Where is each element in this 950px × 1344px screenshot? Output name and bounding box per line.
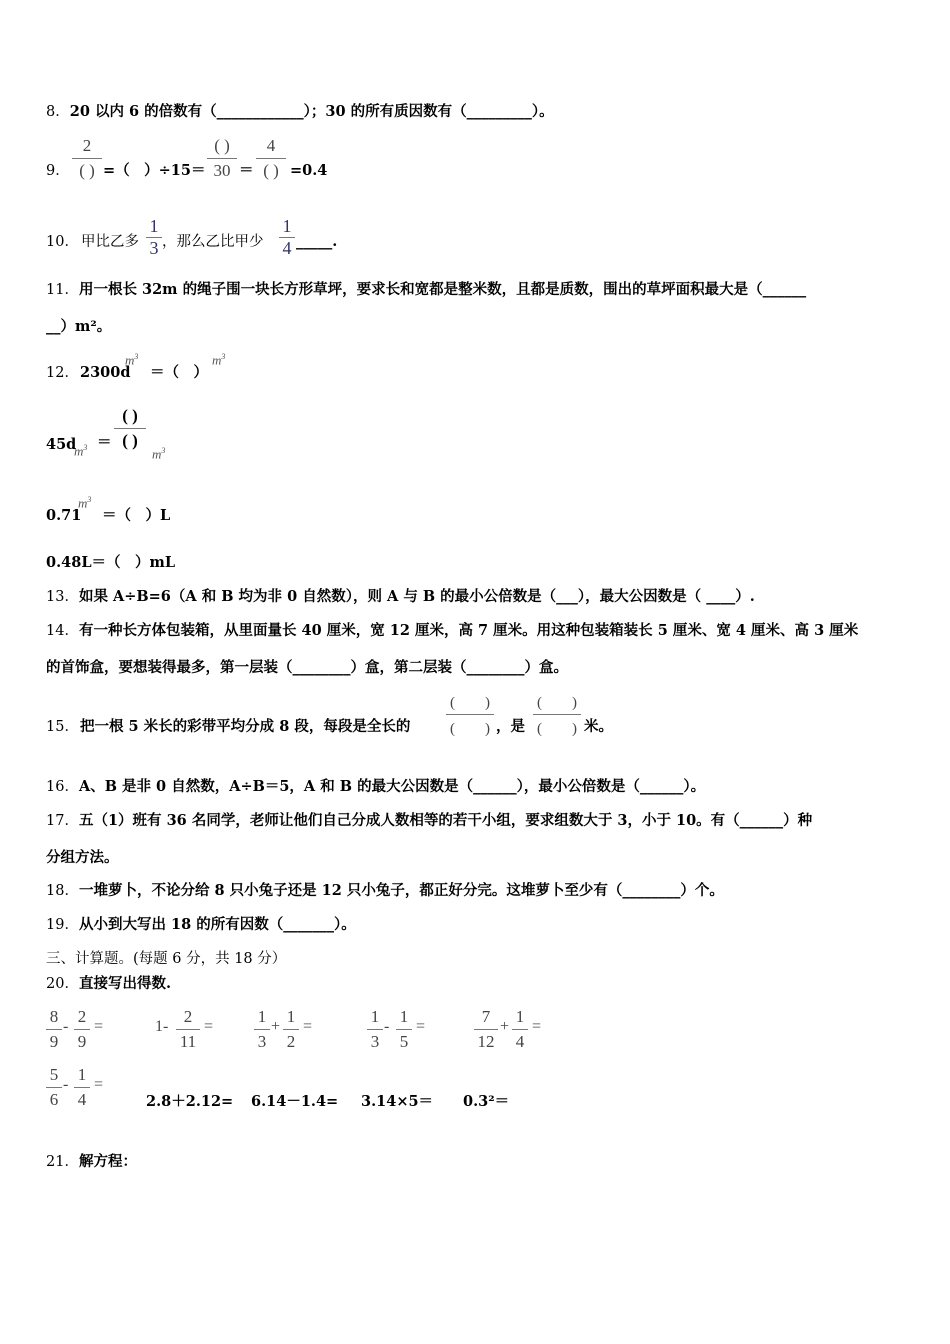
fraction: $\frac{1}{3}$	[367, 1007, 383, 1052]
fraction: $\frac{1}{5}$	[396, 1007, 412, 1052]
operator: -	[63, 1018, 69, 1035]
question-18	[46, 881, 724, 901]
question-number: 21．	[46, 1154, 79, 1170]
question-8	[46, 102, 554, 122]
operator: -	[63, 1076, 69, 1093]
fraction: $\frac{1}{4}$	[279, 216, 295, 259]
question-number: 9．	[46, 163, 70, 179]
question-number: 20．	[46, 976, 79, 992]
equals: =	[416, 1018, 426, 1035]
equals: ＝	[239, 162, 254, 179]
question-text: 五（1）班有 36 名同学，老师让他们自己分成人数相等的若干小组，要求组数大于 3，小于 10。有（______）种	[78, 812, 813, 829]
equals: =	[303, 1018, 313, 1035]
question-number: 8．	[46, 104, 70, 120]
question-text: 分组方法。	[46, 849, 119, 866]
question-number: 18．	[46, 883, 79, 899]
operator: +	[500, 1018, 510, 1035]
question-number: 15．	[46, 719, 79, 735]
calc-item: 0.3²＝	[463, 1093, 510, 1110]
fraction: $\frac{7}{12}$	[474, 1007, 498, 1052]
fraction: $\frac{1}{4}$	[512, 1007, 528, 1052]
question-text: __）m²。	[46, 318, 112, 335]
question-text: 从小到大写出 18 的所有因数（_______）。	[78, 916, 356, 933]
question-text: =0.4	[290, 162, 328, 179]
question-number: 14．	[46, 623, 79, 639]
question-21	[46, 1152, 137, 1172]
question-text: 的首饰盒，要想装得最多，第一层装（________）盒，第二层装（________）盒。	[46, 659, 568, 676]
operator: -	[384, 1018, 390, 1035]
answer-blank: _____.	[296, 233, 338, 250]
question-11	[46, 280, 806, 300]
equals: =	[204, 1018, 214, 1035]
question-number: 12．	[46, 365, 79, 381]
question-text: 甲比乙多	[81, 234, 139, 250]
question-text: 45d	[46, 436, 77, 453]
fraction: ( ) ( )	[533, 691, 581, 738]
equals: =	[532, 1018, 542, 1035]
equals: ＝	[97, 434, 112, 451]
fraction: $\frac{1}{3}$	[146, 216, 162, 259]
question-text: ，那么乙比甲少	[162, 234, 264, 250]
fraction: $\frac{5}{6}$	[46, 1065, 62, 1110]
question-number: 19．	[46, 917, 79, 933]
question-number: 11．	[46, 282, 79, 298]
calc-item: 6.14－1.4=	[251, 1093, 339, 1110]
question-text: 直接写出得数.	[78, 975, 172, 992]
fraction: $\frac{2}{11}$	[176, 1007, 200, 1052]
unit-m3: $m^3$	[152, 446, 166, 462]
question-16	[46, 777, 705, 797]
calc-item: 3.14×5＝	[361, 1093, 434, 1110]
question-text: 如果 A÷B=6（A 和 B 均为非 0 自然数），则 A 与 B 的最小公倍数是（___），最大公因数是（ ____）.	[78, 588, 755, 605]
fraction: $\frac{8}{9}$	[46, 1007, 62, 1052]
fraction: $\frac{2}{9}$	[74, 1007, 90, 1052]
question-text: 解方程：	[78, 1153, 137, 1170]
question-number: 10．	[46, 234, 79, 250]
question-text: ＝（ ）L	[102, 507, 171, 524]
question-number: 13．	[46, 589, 79, 605]
fraction: $\frac{1}{4}$	[74, 1065, 90, 1110]
question-text: 2300d	[80, 364, 131, 381]
question-text: =（ ）÷15＝	[103, 162, 206, 179]
unit-m3: $m^3$	[74, 443, 88, 459]
question-17	[46, 811, 812, 831]
question-text: ＝（ ）	[150, 364, 208, 381]
question-text: 一堆萝卜，不论分给 8 只小兔子还是 12 只小兔子，都正好分完。这堆萝卜至少有（________）个。	[78, 882, 724, 899]
question-text: 用一根长 32m 的绳子围一块长方形草坪，要求长和宽都是整米数，且都是质数，围出的草坪面积最大是（______	[78, 281, 807, 298]
question-13	[46, 587, 755, 607]
question-text: ，是	[496, 718, 525, 735]
equals: =	[94, 1076, 104, 1093]
fraction: $\frac{1}{2}$	[283, 1007, 299, 1052]
unit-m3: $m^3$	[78, 495, 92, 511]
fraction: ( ) ( )	[446, 691, 494, 738]
question-number: 17．	[46, 813, 79, 829]
question-text: 把一根 5 米长的彩带平均分成 8 段，每段是全长的	[80, 718, 411, 735]
question-14	[46, 621, 858, 641]
question-19	[46, 915, 356, 935]
section-heading: 三、计算题。(每题 6 分，共 18 分）	[46, 951, 287, 967]
question-text: A、B 是非 0 自然数，A÷B＝5，A 和 B 的最大公因数是（______），最小公倍数是（______）。	[78, 778, 706, 795]
calc-item: 2.8＋2.12=	[146, 1093, 234, 1110]
question-text: 0.71	[46, 507, 82, 524]
question-text: 0.48L＝（ ）mL	[46, 554, 176, 571]
question-20	[46, 974, 171, 994]
question-text: 有一种长方体包装箱，从里面量长 40 厘米，宽 12 厘米，高 7 厘米。用这种包装箱装长 5 厘米、宽 4 厘米、高 3 厘米	[78, 622, 859, 639]
operator: 1-	[155, 1018, 169, 1035]
question-text: 米。	[584, 718, 613, 735]
fraction: 2 ( )	[72, 136, 102, 181]
fraction: $\frac{1}{3}$	[254, 1007, 270, 1052]
equals: =	[94, 1018, 104, 1035]
unit-m3: $m^3$	[212, 352, 226, 368]
fraction: 4 ( )	[256, 136, 286, 181]
question-number: 16．	[46, 779, 79, 795]
question-text: 20 以内 6 的倍数有（____________）；30 的所有质因数有（_________）。	[69, 103, 554, 120]
operator: +	[271, 1018, 281, 1035]
fraction: ( ) ( )	[114, 406, 146, 451]
fraction: ( ) 30	[207, 136, 237, 181]
unit-m3: $m^3$	[125, 352, 139, 368]
